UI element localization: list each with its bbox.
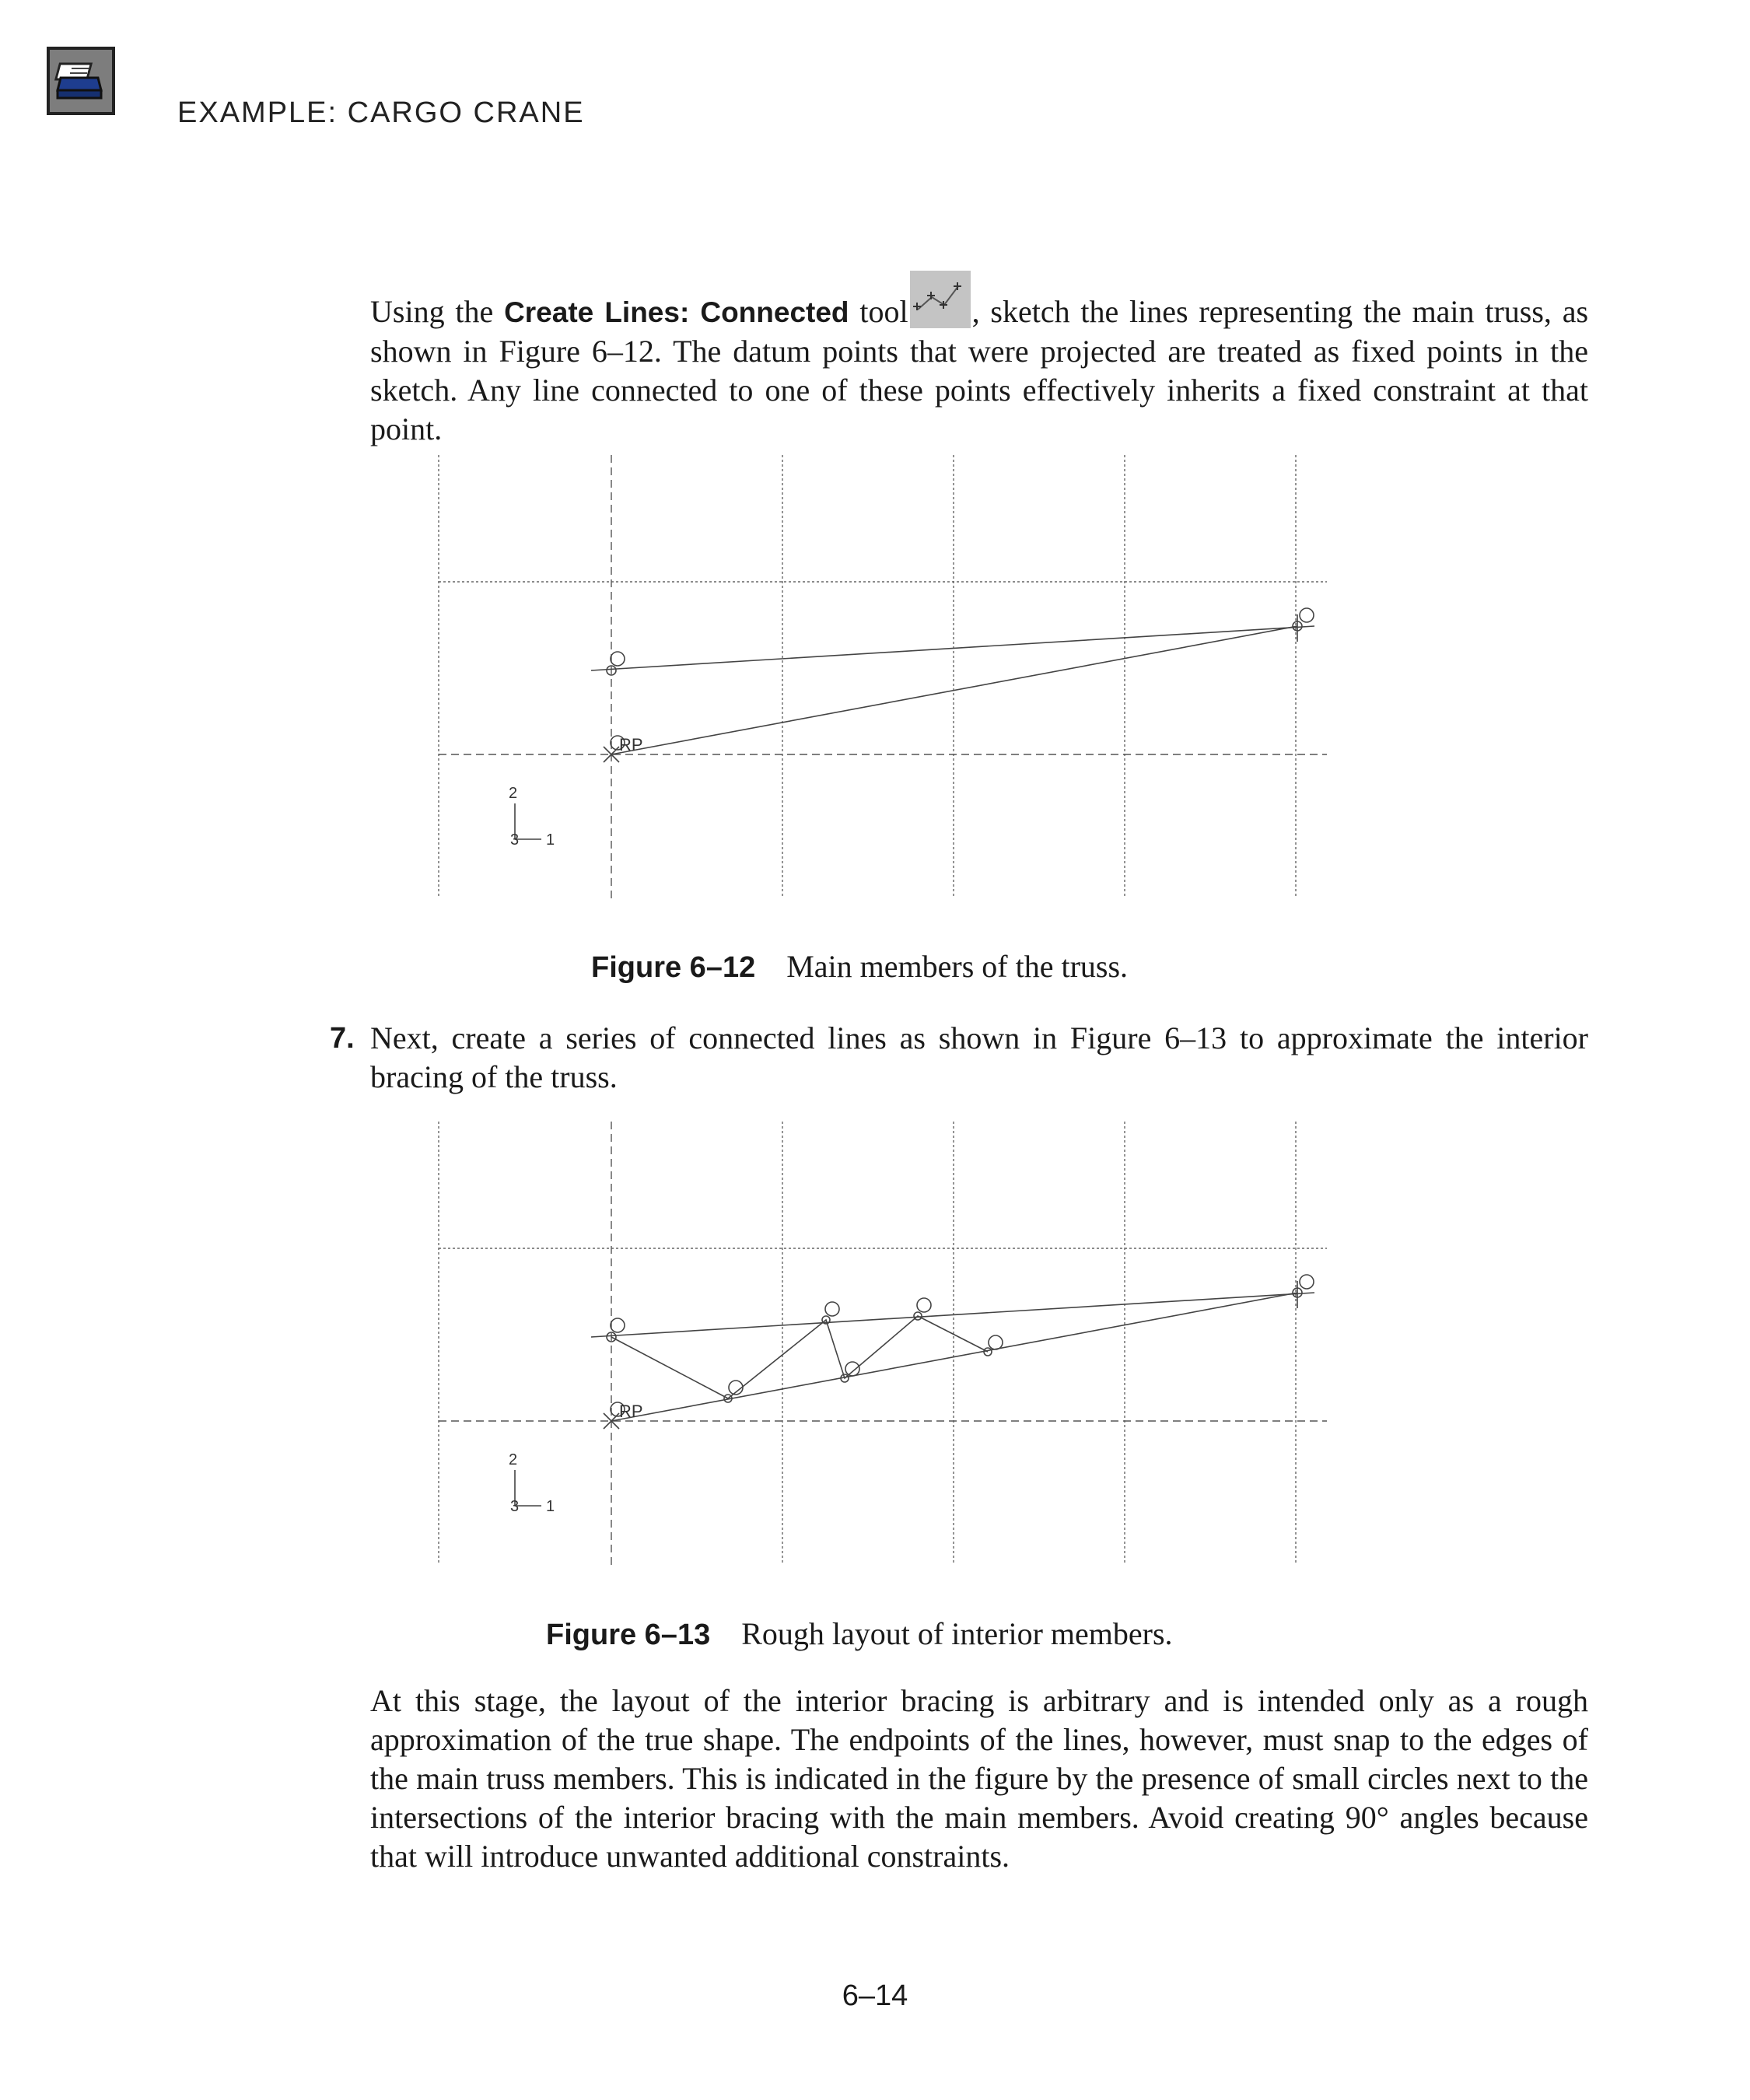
- snap-markers: [604, 608, 1314, 762]
- figure-caption-text: Main members of the truss.: [786, 949, 1129, 984]
- reference-point-label: RP: [619, 735, 643, 754]
- figure-label: Figure 6–12: [591, 951, 756, 984]
- tool-name: Create Lines: Connected: [504, 296, 849, 328]
- figure-caption-6-13: [546, 1615, 1173, 1654]
- figure-interior-bracing: [436, 1122, 1338, 1573]
- triad-axis-1: 1: [546, 1498, 555, 1515]
- create-lines-connected-icon: [910, 271, 971, 328]
- step-7: [330, 1019, 1588, 1097]
- triad-axis-1: 1: [546, 831, 555, 849]
- printer-icon: [47, 47, 115, 115]
- page-number: 6–14: [842, 1979, 908, 2012]
- section-title: EXAMPLE: CARGO CRANE: [177, 96, 585, 129]
- step-text: Next, create a series of connected lines as shown in Figure 6–13 to approximate the interior bracing of the truss.: [370, 1020, 1588, 1094]
- triad-axis-2: 2: [509, 1451, 518, 1468]
- truss-members: [591, 1293, 1314, 1421]
- reference-point-label: RP: [619, 1402, 643, 1421]
- truss-members: [591, 626, 1314, 754]
- closing-paragraph: At this stage, the layout of the interior bracing is arbitrary and is intended only as a rough approximation of the true shape. The endpoints of the lines, however, must snap to the edges of the main truss members. This is indicated in the figure by the presence of small circles next to the intersections of the interior bracing with the main members. Avoid creating 90° angles because that will introduce unwanted additional constraints.: [370, 1683, 1588, 1874]
- intro-body: , sketch the lines representing the main truss, as shown in Figure 6–12. The datum points that were projected are treated as fixed points in the sketch. Any line connected to one of these points effectively inherits a fixed constraint at that point.: [370, 294, 1589, 446]
- triad-axis-3: 3: [510, 1498, 520, 1515]
- grid-lines: [439, 455, 1327, 898]
- grid-lines: [439, 1122, 1327, 1565]
- figure-caption-6-12: [591, 947, 1128, 987]
- triad-axis-3: 3: [510, 831, 520, 849]
- figure-main-truss: [436, 455, 1338, 906]
- step-number: 7.: [330, 1022, 355, 1055]
- snap-markers: [604, 1275, 1314, 1429]
- figure-caption-text: Rough layout of interior members.: [741, 1616, 1173, 1651]
- intro-paragraph: [370, 271, 1588, 449]
- figure-label: Figure 6–13: [546, 1619, 711, 1651]
- tool-word: tool: [859, 294, 908, 329]
- intro-lead: Using the: [370, 294, 494, 329]
- triad-axis-2: 2: [509, 785, 518, 802]
